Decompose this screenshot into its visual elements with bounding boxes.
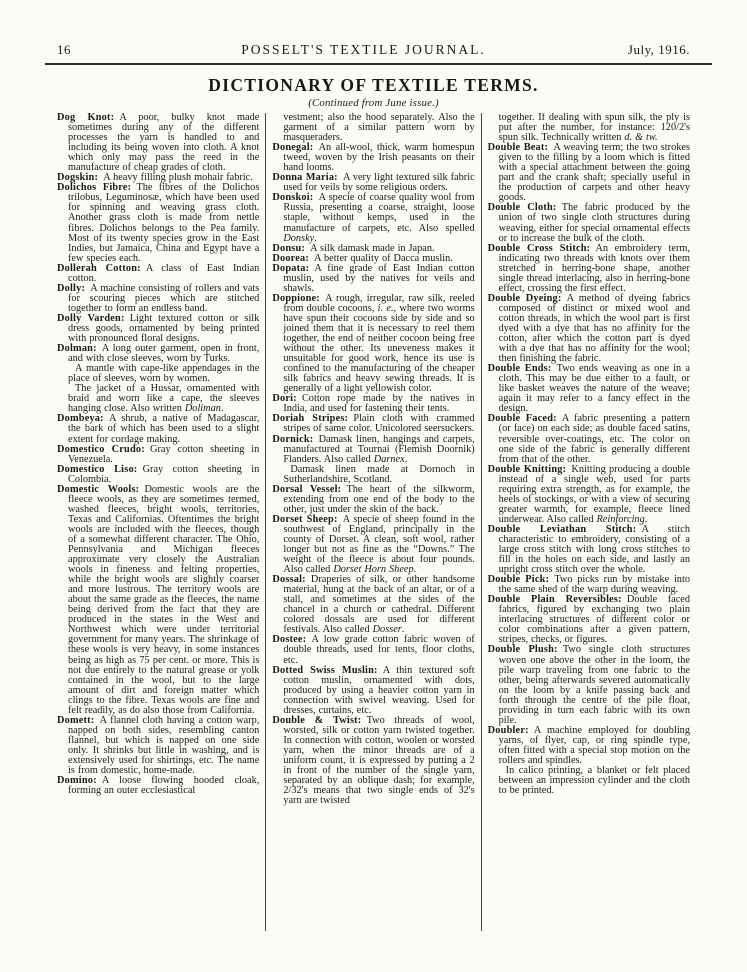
dictionary-entry: Dorsal Vessel: The heart of the silkworm, extending from one end of the body to the other, just under the skin of the back. bbox=[272, 483, 475, 515]
dictionary-entry: Donna Maria: A very light textured silk fabric used for veils by some religious orders. bbox=[272, 172, 475, 194]
entry-term: Dorset Sheep: bbox=[272, 513, 338, 525]
header-rule bbox=[45, 63, 712, 65]
dictionary-entry: Dolly Varden: Light textured cotton or silk dress goods, ornamented by being printed with pronounced floral designs. bbox=[57, 312, 260, 345]
dictionary-entry: Double Cloth: The fabric produced by the union of two single cloth structures during weaving, either for special ornamental effects or to increase the bulk of the cloth. bbox=[487, 202, 690, 244]
dictionary-entry: Dostee: A low grade cotton fabric woven of double threads, used for tents, floor cloths, etc. bbox=[272, 634, 475, 666]
entry-paragraph: Damask linen made at Dornoch in Sutherlandshire, Scotland. bbox=[283, 463, 475, 485]
entry-term: Donna Maria: bbox=[272, 172, 338, 184]
article-title: DICTIONARY OF TEXTILE TERMS. bbox=[208, 75, 539, 95]
dictionary-entry: Double Dyeing: A method of dyeing fabrics composed of distinct or mixed wool and cotton threads, in which the wool part is first dyed with a dye that has no affinity for the cotton, after which the cotton part is dyed with a dye that has no affinity for the wool; then finishing the fabric. bbox=[487, 292, 690, 365]
dictionary-entry: Dolly: A machine consisting of rollers and vats for scouring pieces which are stitched together to form an endless band. bbox=[57, 282, 260, 314]
entry-term: Double Pick: bbox=[487, 574, 550, 586]
entry-term: Dogskin: bbox=[57, 172, 99, 184]
dictionary-columns bbox=[57, 113, 690, 931]
dictionary-entry: Doubler: A machine employed for doubling yarns, of flyer, cap, or ring spindle type, often fitted with a special stop motion on the rollers and spindles. bbox=[487, 724, 690, 766]
entry-term: Dolman: bbox=[57, 343, 97, 355]
page-header bbox=[57, 0, 690, 58]
dictionary-entry: Double Knitting: Knitting producing a double instead of a single web, used for parts requiring extra strength, as for example, the heels of stockings, or with a view of securing greater warmth, for example, fleece lined underwear. Also called Reinforcing. bbox=[487, 463, 690, 525]
dictionary-entry: Domestico Crudo: Gray cotton sheeting in Venezuela. bbox=[57, 443, 260, 465]
entry-term: Doriah Stripes: bbox=[272, 413, 349, 425]
entry-term: Dolly: bbox=[57, 282, 86, 294]
entry-term: Domino: bbox=[57, 775, 97, 787]
entry-term: Domestic Wools: bbox=[57, 483, 140, 495]
dictionary-entry: Double Ends: Two ends weaving as one in a cloth. This may be due either to a fault, or like basket weaves the nature of the weave; again it may refer to a fancy effect in the design. bbox=[487, 363, 690, 415]
dictionary-entry: Domestico Liso: Gray cotton sheeting in Colombia. bbox=[57, 463, 260, 485]
entry-term: Double Cloth: bbox=[487, 202, 557, 214]
entry-term: Dollerah Cotton: bbox=[57, 262, 141, 274]
italic-text: i. e., bbox=[377, 302, 397, 314]
dictionary-entry: Double Pick: Two picks run by mistake into the same shed of the warp during weaving. bbox=[487, 574, 690, 596]
dictionary-entry: Donegal: An all-wool, thick, warm homespun tweed, woven by the Irish peasants on their hand looms. bbox=[272, 142, 475, 174]
dictionary-entry: Double Plush: Two single cloth structures woven one above the other in the loom, the pile warp traveling from one fabric to the other, being afterwards severed automatically on the loom by a knife passing back and forth through the centre of the pile float, providing in turn each fabric with its own pile. bbox=[487, 644, 690, 726]
entry-term: Donegal: bbox=[272, 142, 314, 154]
entry-paragraph: vestment; also the hood separately. Also the garment of a similar pattern worn by masqueraders. bbox=[283, 113, 475, 144]
dictionary-entry: Double & Twist: Two threads of wool, worsted, silk or cotton yarn twisted together. In connection with cotton, woolen or worsted yarn, when the minor threads are of a uniform count, it is expressed by putting a 2 in front of the number of the single yarn, separated by an oblique dash; for example, 2/32's means that two single ends of 32's yarn are twisted bbox=[272, 714, 475, 807]
dictionary-entry: Dotted Swiss Muslin: A thin textured soft cotton muslin, ornamented with dots, produced by using a heavier cotton yarn in connection with swivel weaving. Used for dresses, curtains, etc. bbox=[272, 664, 475, 716]
entry-term: Double Leviathan Stitch: bbox=[487, 523, 637, 535]
entry-term: Dolichos Fibre: bbox=[57, 182, 132, 194]
dictionary-entry: Dogskin: A heavy filling plush mohair fabric. bbox=[57, 172, 253, 184]
italic-text: Darnex bbox=[373, 453, 405, 465]
entry-term: Double Faced: bbox=[487, 413, 557, 425]
entry-term: Doorea: bbox=[272, 252, 309, 264]
entry-term: Donskoi: bbox=[272, 192, 314, 204]
entry-term: Dombeya: bbox=[57, 413, 104, 425]
entry-term: Double Cross Stitch: bbox=[487, 242, 591, 254]
column-3 bbox=[481, 113, 690, 931]
entry-term: Dolly Varden: bbox=[57, 312, 125, 324]
entry-term: Double Plush: bbox=[487, 644, 558, 656]
dictionary-entry: Dossal: Draperies of silk, or other handsome material, hung at the back of an altar, or of a stall, and sometimes at the sides of the chancel in a church or cathedral. Different colored dossals are used for different festivals. Also called Dosser. bbox=[272, 574, 475, 636]
italic-text: Doliman bbox=[184, 403, 221, 415]
column-1 bbox=[57, 113, 259, 931]
entry-paragraph: The jacket of a Hussar, ornamented with braid and worn like a cape, the sleeves hanging close. Also written Doliman. bbox=[68, 383, 260, 415]
entry-term: Donsu: bbox=[272, 242, 306, 254]
entry-paragraph: together. If dealing with spun silk, the ply is put after the number, for instance: 120/2's spun silk. Technically written d. & tw. bbox=[498, 113, 690, 144]
entry-term: Dorsal Vessel: bbox=[272, 483, 342, 495]
entry-paragraph: A mantle with cape-like appendages in the place of sleeves, worn by women. bbox=[68, 363, 260, 385]
page-number: 16 bbox=[57, 42, 71, 57]
entry-term: Double Beat: bbox=[487, 142, 549, 154]
italic-text: Donsky bbox=[283, 232, 315, 244]
italic-text: Dorset Horn Sheep bbox=[333, 564, 414, 576]
dictionary-entry: Dolichos Fibre: The fibres of the Dolichos trilobus, Leguminosæ, which have been used for spinning and weaving grass cloth. Another grass cloth is made from nettle fibres. Dolichos belongs to the Pea family. Most of its twenty species grow in the East Indies, but Jamaica, China and Egypt have a few species each. bbox=[57, 182, 260, 264]
dictionary-entry: Donskoi: A specie of coarse quality wool from Russia, presenting a coarse, straight, loose staple, without kemps, used in the manufacture of carpets, etc. Also spelled Donsky. bbox=[272, 192, 475, 244]
entry-term: Dog Knot: bbox=[57, 113, 115, 123]
entry-term: Doubler: bbox=[487, 724, 529, 736]
dictionary-entry: Donsu: A silk damask made in Japan. bbox=[272, 242, 435, 254]
dictionary-entry: Dori: Cotton rope made by the natives in India, and used for fastening their tents. bbox=[272, 393, 475, 415]
issue-date: July, 1916. bbox=[627, 42, 690, 57]
dictionary-entry: Dolman: A long outer garment, open in front, and with close sleeves, worn by Turks. bbox=[57, 343, 260, 365]
dictionary-entry: Dombeya: A shrub, a native of Madagascar, the bark of which has been used to a slight extent for cordage making. bbox=[57, 413, 260, 445]
dictionary-entry: Doorea: A better quality of Dacca muslin. bbox=[272, 252, 453, 264]
dictionary-entry: Double Plain Reversibles: Double faced fabrics, figured by exchanging two plain interlacing structures of different color or color combinations after a given pattern, stripes, checks, or figures. bbox=[487, 594, 690, 646]
entry-term: Domestico Liso: bbox=[57, 463, 138, 475]
dictionary-entry: Domino: A loose flowing hooded cloak, forming an outer ecclesiastical bbox=[57, 775, 260, 797]
entry-term: Dopata: bbox=[272, 262, 310, 274]
entry-term: Double Knitting: bbox=[487, 463, 567, 475]
entry-term: Dori: bbox=[272, 393, 297, 405]
entry-term: Doppione: bbox=[272, 292, 320, 304]
dictionary-entry: Doriah Stripes: Plain cloth with crammed stripes of same color. Unicolored seersuckers. bbox=[272, 413, 475, 435]
dictionary-entry: Domestic Wools: Domestic wools are the fleece wools, as they are sometimes termed, washed fleeces, bright wools, territories, Texas and Californias. Oftentimes the bright wools are included with the fleeces, though of a somewhat different character. The Ohio, Pennsylvania and Michigan fleeces approximate very closely the Australian wools in fineness and felting properties, while the bright wools are slightly coarser and more lustrous. The territory wools are about the same grade as the fleeces, the name being derived from the fact that they are produced in the states in the West and Northwest which were under territorial government for many years. The shrinkage of these wools is very heavy, in some instances being as high as 75 per cent. or more. This is not due entirely to the natural grease or yolk contained in the wool, but to the large amount of dirt and foreign matter which clings to the fibre. Texas wools are fine and felt readily, as do also those from California. bbox=[57, 483, 260, 716]
entry-term: Dotted Swiss Muslin: bbox=[272, 664, 378, 676]
dictionary-entry: Dopata: A fine grade of East Indian cotton muslin, used by the natives for veils and shawls. bbox=[272, 262, 475, 294]
dictionary-entry: Dorset Sheep: A specie of sheep found in the southwest of England, principally in the county of Dorset. A clean, soft wool, rather longer but not as fine as the “Downs.” The weight of the fleece is about four pounds. Also called Dorset Horn Sheep. bbox=[272, 513, 475, 576]
entry-term: Dornick: bbox=[272, 433, 314, 445]
entry-term: Double & Twist: bbox=[272, 714, 362, 726]
italic-text: Reinforcing bbox=[596, 513, 645, 525]
article-subtitle: (Continued from June issue.) bbox=[308, 97, 439, 109]
entry-term: Double Dyeing: bbox=[487, 292, 562, 304]
italic-text: Dosser bbox=[372, 624, 402, 636]
entry-term: Dostee: bbox=[272, 634, 307, 646]
dictionary-entry: Domett: A flannel cloth having a cotton warp, napped on both sides, resembling canton flannel, but which is napped on one side only. It shrinks but little in washing, and is extensively used for shirtings, etc. The name is from domestic, home-made. bbox=[57, 714, 260, 777]
entry-paragraph: In calico printing, a blanket or felt placed between an impression cylinder and the cloth to be printed. bbox=[498, 765, 690, 797]
dictionary-entry: Double Faced: A fabric presenting a pattern (or face) on each side; as double faced satins, reversible over-coatings, etc. The color on one side of the fabric is generally different from that of the other. bbox=[487, 413, 690, 465]
entry-term: Double Plain Reversibles: bbox=[487, 594, 622, 606]
italic-text: d. & tw. bbox=[624, 132, 658, 144]
dictionary-entry: Double Beat: A weaving term; the two strokes given to the filling by a loom which is fitted with a special attachment between the going part and the crank shaft; specially useful in the production of carpets and other heavy goods. bbox=[487, 142, 690, 204]
dictionary-entry: Doppione: A rough, irregular, raw silk, reeled from double cocoons, i. e., where two worms have spun their cocoons side by side and so joined them that it is necessary to reel them together, the end of neither cocoon being free without the other. Its uneveness makes it unsuitable for good work, hence its use is confined to the manufacturing of the cheaper silk fabrics and heavy sewing threads. It is generally of a light yellowish color. bbox=[272, 292, 475, 395]
journal-title: POSSELT'S TEXTILE JOURNAL. bbox=[241, 42, 486, 57]
dictionary-entry: Dog Knot: A poor, bulky knot made sometimes during any of the different processes the yarn is handled to and including its being woven into cloth. A knot which only may pass the reed in the manufacture of cheap grades of cloth. bbox=[57, 113, 260, 174]
dictionary-entry: Double Leviathan Stitch: A stitch characteristic to embroidery, consisting of a large cross stitch with long cross stitches to fill in the holes on each side, and lastly an upright cross stitch over the whole. bbox=[487, 523, 690, 576]
dictionary-entry: Dornick: Damask linen, hangings and carpets, manufactured at Tournai (Flemish Doornik) Flanders. Also called Darnex. bbox=[272, 433, 475, 465]
dictionary-entry: Dollerah Cotton: A class of East Indian cotton. bbox=[57, 262, 260, 284]
entry-term: Dossal: bbox=[272, 574, 306, 586]
entry-term: Domestico Crudo: bbox=[57, 443, 145, 455]
column-2 bbox=[265, 113, 474, 931]
dictionary-entry: Double Cross Stitch: An embroidery term, indicating two threads with knots over them stretched in herring-bone shape, another single thread interlacing, also in herring-bone effect, crossing the first effect. bbox=[487, 242, 690, 294]
entry-term: Domett: bbox=[57, 714, 95, 726]
entry-term: Double Ends: bbox=[487, 363, 552, 375]
